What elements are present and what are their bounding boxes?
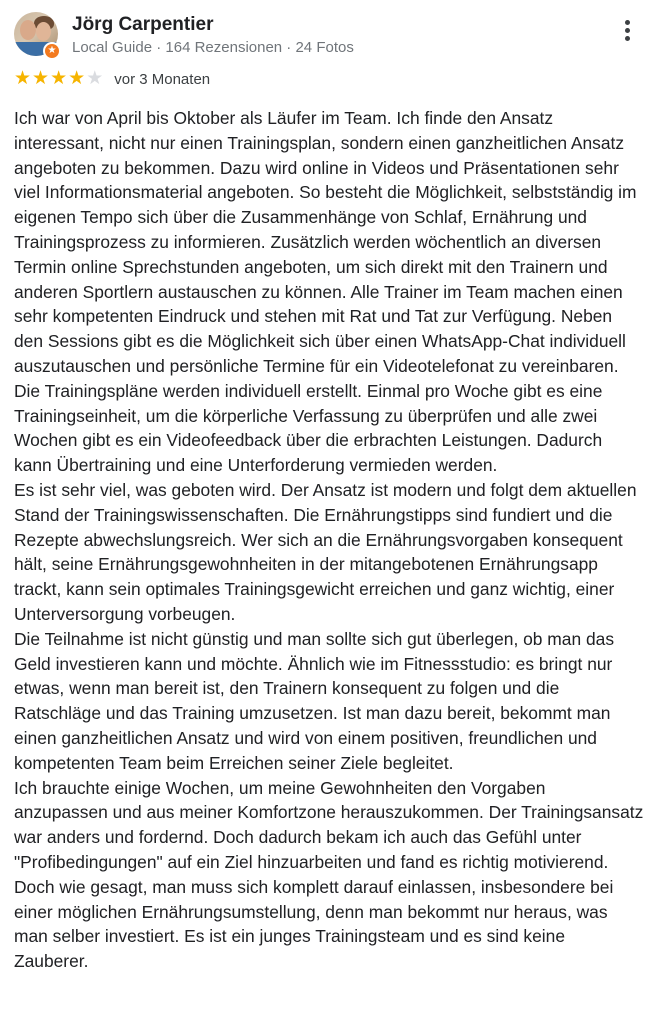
star-empty-icon: ★: [86, 68, 104, 89]
avatar-photo-detail: [20, 20, 36, 40]
reviewer-name[interactable]: Jörg Carpentier: [72, 14, 214, 35]
star-filled-icon: ★: [68, 68, 86, 89]
review-paragraph: Die Teilnahme ist nicht günstig und man sollte sich gut überlegen, ob man das Geld investieren kann und möchte. Ähnlich wie im Fitnessstudio: es bringt nur etwas, wenn man bereit ist, den Trainern konsequent zu folgen und die Ratschläge und das Training umzusetzen. Ist man dazu bereit, bekommt man einen ganzheitlichen Ansatz und wird von einem positiven, freundlichen und kompetenten Team beim Erreichen seiner Ziele begleitet.: [14, 628, 615, 773]
reviewer-meta[interactable]: Local Guide · 164 Rezensionen · 24 Fotos: [72, 39, 354, 56]
star-filled-icon: ★: [32, 68, 50, 89]
review-date: vor 3 Monaten: [114, 70, 211, 88]
local-guide-badge-icon: ★: [43, 42, 61, 60]
review-paragraph: Die Trainingspläne werden individuell erstellt. Einmal pro Woche gibt es eine Trainingseinheit, um die körperliche Verfassung zu überprüfen und alle zwei Wochen gibt es ein Videofeedback über die erbrachten Leistungen. Dadurch kann Übertraining und eine Unterforderung vermieden werden.: [14, 380, 603, 476]
star-filled-icon: ★: [50, 68, 68, 89]
review-header: [14, 12, 639, 60]
avatar-photo-detail: [36, 22, 51, 41]
star-filled-icon: ★: [14, 68, 32, 89]
rating-row: [14, 68, 210, 90]
more-options-icon[interactable]: [615, 20, 639, 48]
star-rating: [14, 69, 104, 89]
review-text: [14, 106, 644, 974]
review-paragraph: Ich brauchte einige Wochen, um meine Gewohnheiten den Vorgaben anzupassen und aus meiner Komfortzone herauszukommen. Der Trainingsansatz war anders und fordernd. Doch dadurch bekam ich auch das Gefühl unter "Profibedingungen" auf ein Ziel hinzuarbeiten und fand es richtig motivierend. Doch wie gesagt, man muss sich komplett darauf einlassen, insbesondere bei einer möglichen Ernährungsumstellung, denn man bekommt nur heraus, was man selber investiert. Es ist ein junges Trainingsteam und es sind keine Zauberer.: [14, 777, 644, 972]
review-paragraph: Es ist sehr viel, was geboten wird. Der Ansatz ist modern und folgt dem aktuellen Stand der Trainingswissenschaften. Die Ernährungstipps sind fundiert und die Rezepte abwechslungsreich. Wer sich an die Ernährungsvorgaben konsequent hält, seine Ernährungsgewohnheiten in der mitangebotenen Ernährungsapp trackt, kann sein optimales Trainingsgewicht erreichen und ganz wichtig, einer Unterversorgung vorbeugen.: [14, 479, 637, 624]
review-paragraph: Ich war von April bis Oktober als Läufer im Team. Ich finde den Ansatz interessant, nicht nur einen Trainingsplan, sondern einen ganzheitlichen Ansatz angeboten zu bekommen. Dazu wird online in Videos und Präsentationen sehr viel Informationsmaterial angeboten. So besteht die Möglichkeit, selbstständig im eigenen Tempo sich über die Zusammenhänge von Schlaf, Ernährung und Trainingsprozess zu informieren. Zusätzlich werden wöchentlich an diversen Termin online Sprechstunden angeboten, um sich direkt mit den Trainern und anderen Sportlern austauschen zu können. Alle Trainer im Team machen einen sehr kompetenten Eindruck und stehen mit Rat und Tat zur Verfügung. Neben den Sessions gibt es die Möglichkeit sich über einen WhatsApp-Chat individuell auszutauschen und persönliche Termine für ein Videotelefonat zu vereinbaren.: [14, 108, 637, 376]
